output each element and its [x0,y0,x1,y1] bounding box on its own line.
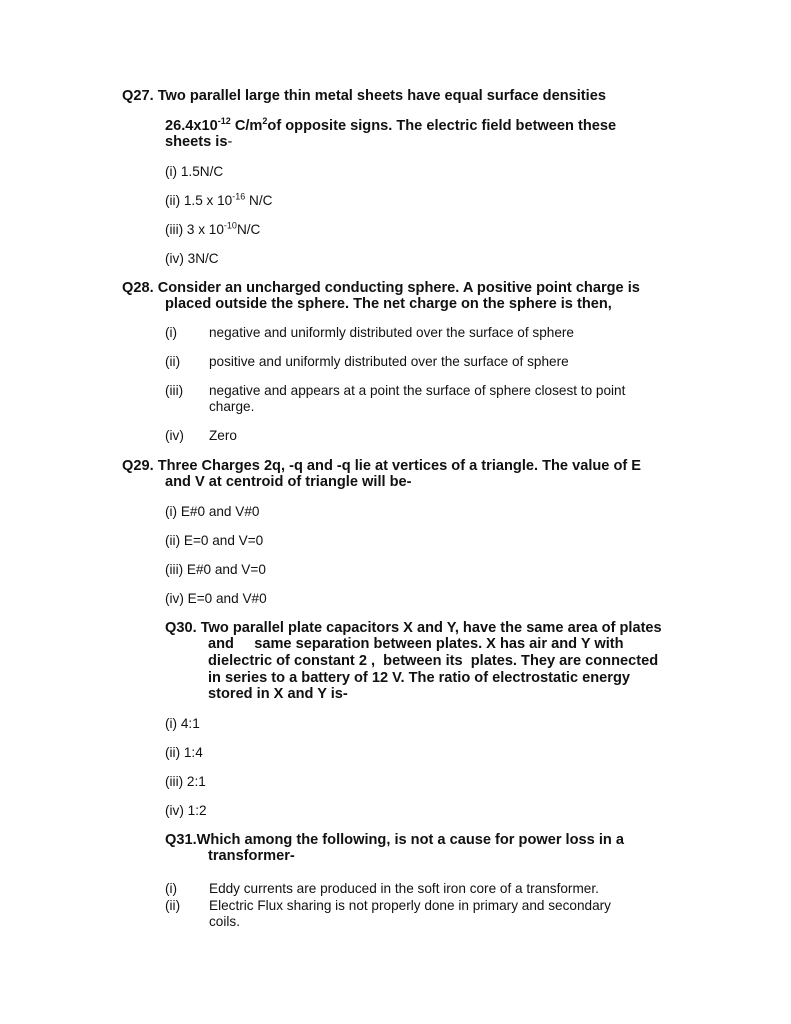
q30-option-1: (i) 4:1 [165,716,200,731]
q30-stem-line2: and same separation between plates. X has air and Y with [208,636,624,652]
q29-option-2: (ii) E=0 and V=0 [165,533,264,548]
q29-option-1: (i) E#0 and V#0 [165,504,260,519]
q30-option-4: (iv) 1:2 [165,803,207,818]
q30-stem-line5: stored in X and Y is- [208,686,348,702]
q28-stem-line1: Q28. Consider an uncharged conducting sphere. A positive point charge is [122,280,640,296]
q30-stem-line4: in series to a battery of 12 V. The ratio of electrostatic energy [208,670,631,686]
q28-option-1: (i) negative and uniformly distributed over the surface of sphere [165,325,574,340]
q29-option-3: (iii) E#0 and V=0 [165,562,266,577]
q29-option-4: (iv) E=0 and V#0 [165,591,267,606]
q29-stem-line2: and V at centroid of triangle will be- [165,474,412,490]
q30-option-2: (ii) 1:4 [165,745,203,760]
q28-option-2: (ii) positive and uniformly distributed over the surface of sphere [165,354,569,369]
q27-option-2: (ii) 1.5 x $10^{-16}$ N/C [165,191,273,208]
q27-stem-line2: $26.4x10^{-12}$ $C/m^2of$ opposite signs. The electric field between these [165,116,617,134]
q31-option-1: (i) Eddy currents are produced in the soft iron core of a transformer. [165,881,599,896]
q30-option-3: (iii) 2:1 [165,774,206,789]
q31-option-2: (ii) Electric Flux sharing is not properly done in primary and secondary coils. [165,898,611,929]
q30-stem-line3: dielectric of constant 2 , between its plates. They are connected [208,653,659,669]
q31-stem-line1: Q31.Which among the following, is not a cause for power loss in a [165,832,624,848]
q28-option-3: (iii) negative and appears at a point the surface of sphere closest to point charge. [165,383,626,414]
q28-stem-line2: placed outside the sphere. The net charge on the sphere is then, [165,296,612,312]
q30-stem-line1: Q30. Two parallel plate capacitors X and Y, have the same area of plates [165,620,662,636]
q31-stem-line2: transformer- [208,848,295,864]
q27-option-4: (iv) 3N/C [165,251,219,266]
q27-stem-line3: sheets is- [165,134,233,150]
q28-option-4: (iv) Zero [165,428,237,443]
q27-option-1: (i) 1.5N/C [165,164,224,179]
q27-stem-line1: Q27. Two parallel large thin metal sheets have equal surface densities [122,88,606,104]
q27-option-3: (iii) 3 x $10^{-10}N/C$ [165,220,261,237]
q29-stem-line1: Q29. Three Charges 2q, -q and -q lie at vertices of a triangle. The value of E [122,458,642,474]
